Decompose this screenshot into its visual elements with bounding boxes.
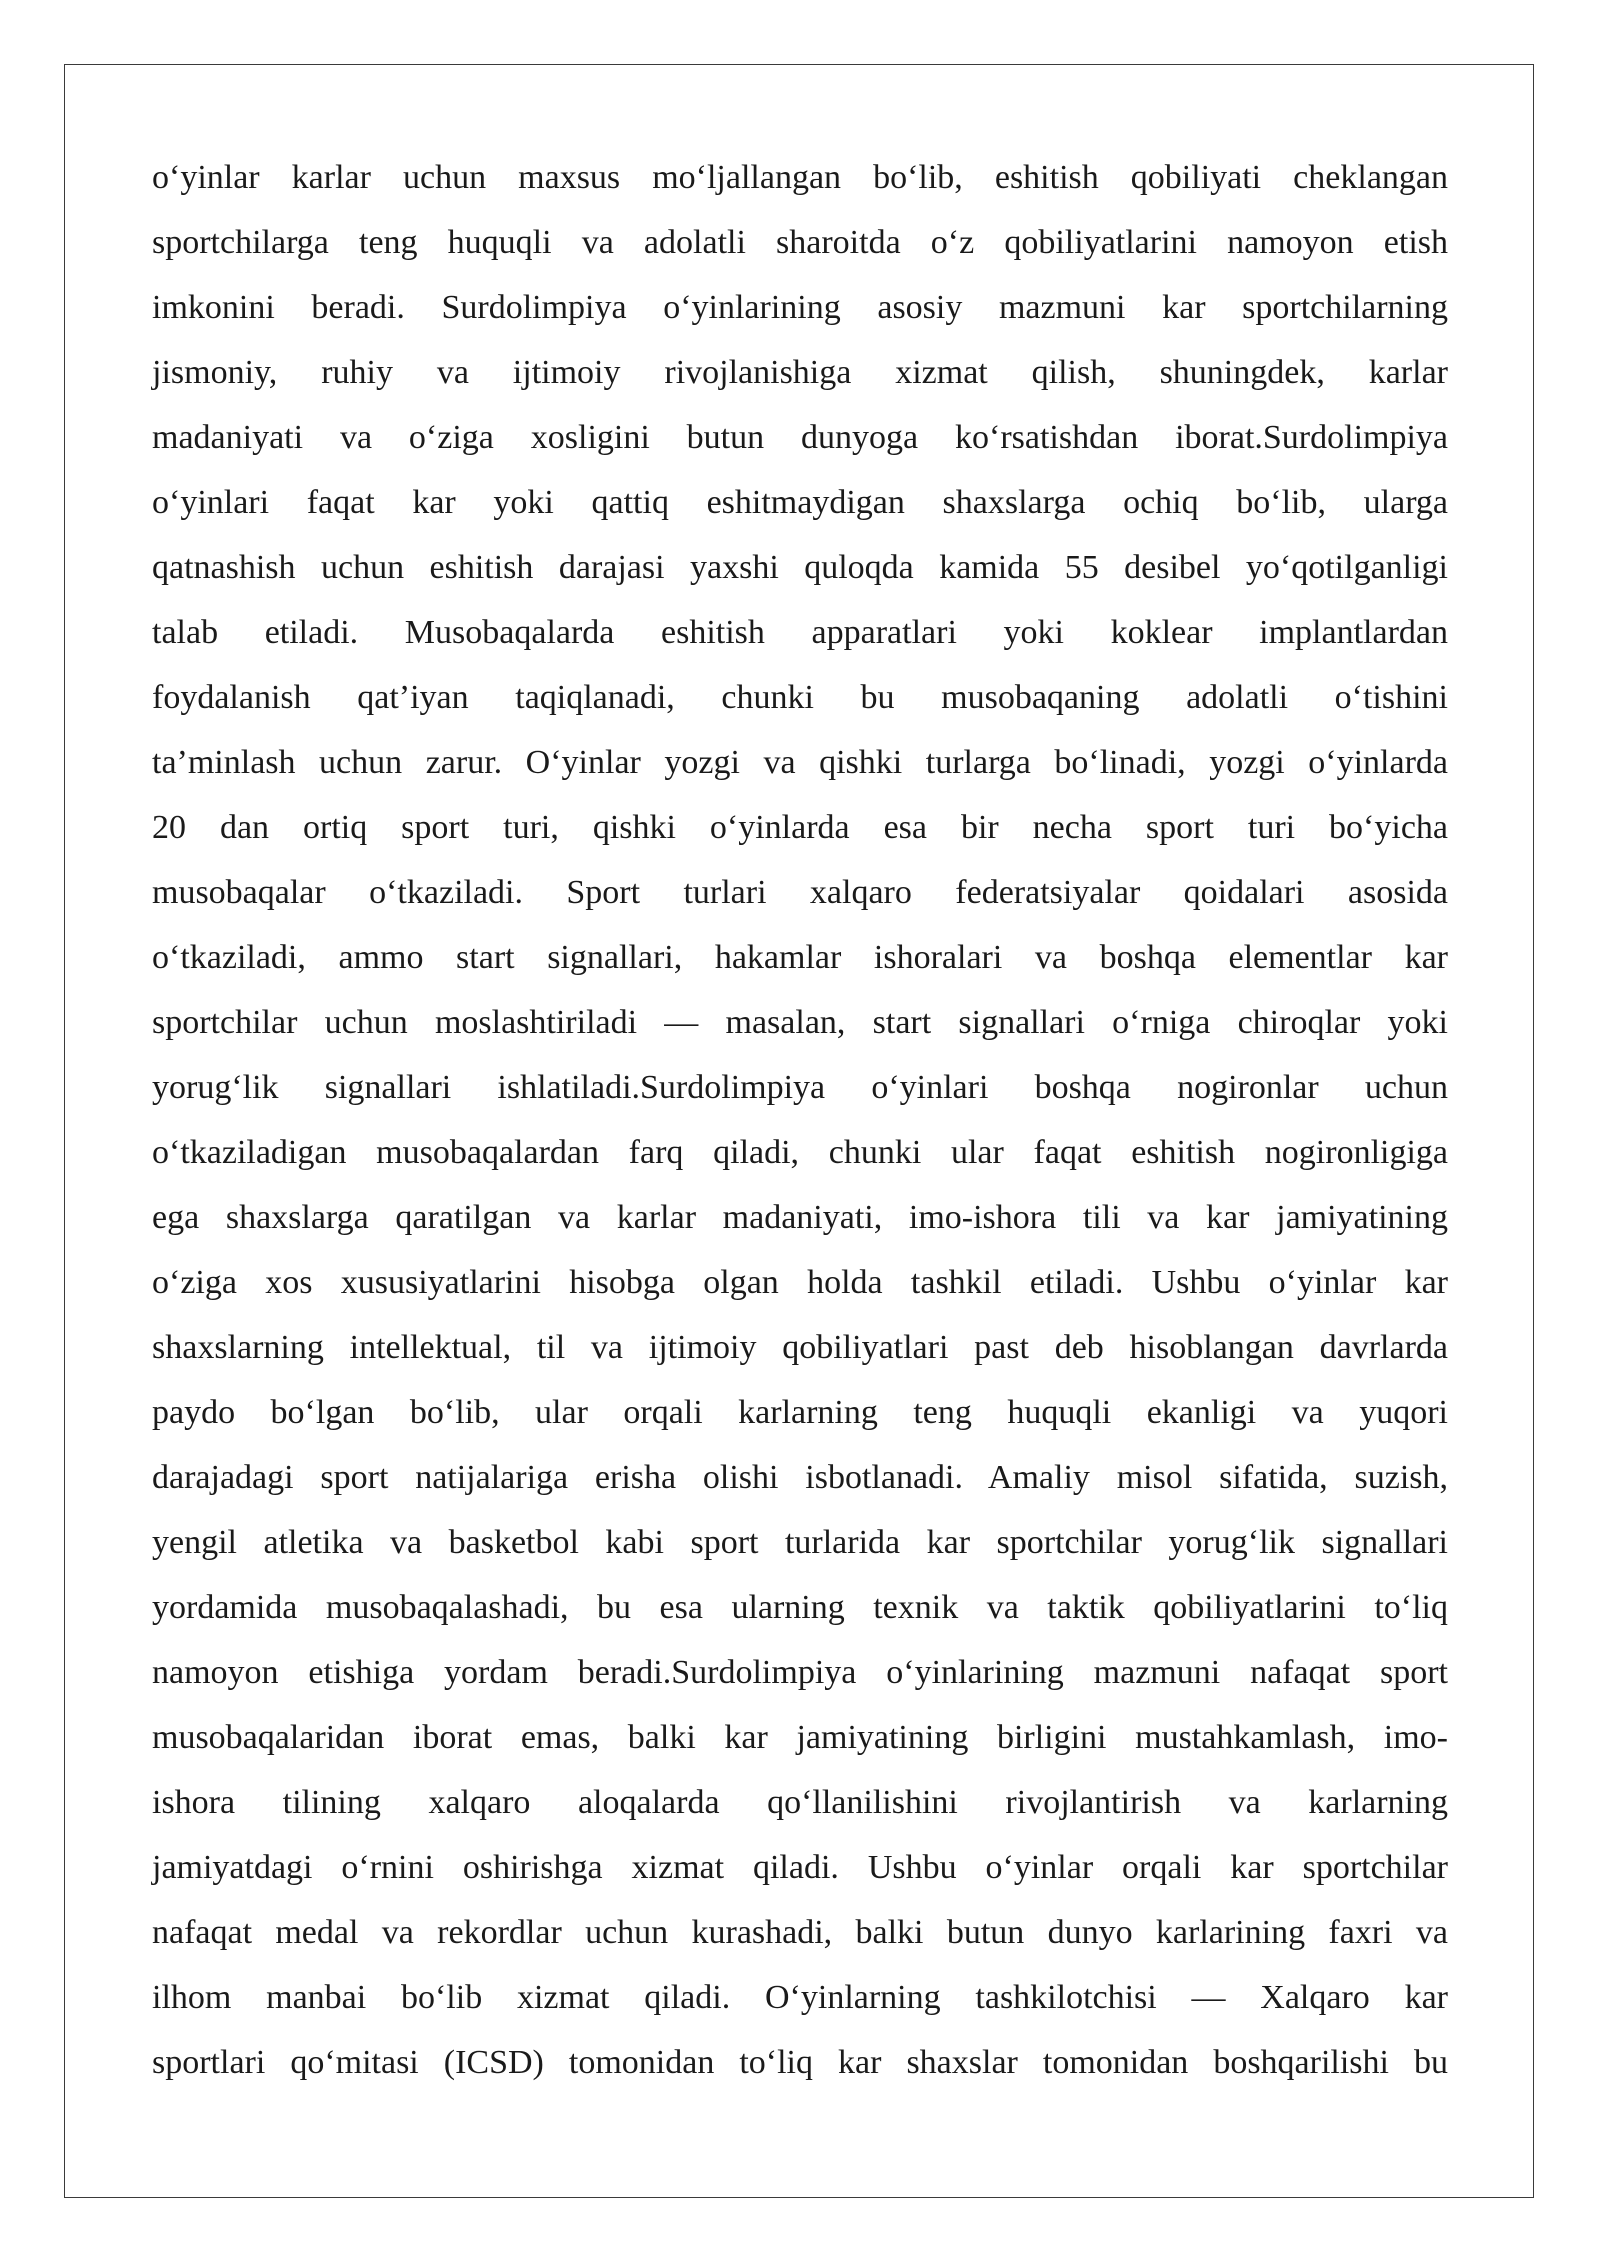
text-line-11: 20 dan ortiq sport turi, qishki o‘yinlarda esa bir necha sport turi bo‘yicha [152,809,1448,846]
text-line-27: jamiyatdagi o‘rnini oshirishga xizmat qiladi. Ushbu o‘yinlar orqali kar sportchilar [152,1849,1448,1886]
text-line-10: ta’minlash uchun zarur. O‘yinlar yozgi va qishki turlarga bo‘linadi, yozgi o‘yinlarda [152,744,1448,781]
text-line-22: yengil atletika va basketbol kabi sport turlarida kar sportchilar yorug‘lik signallari [152,1524,1448,1561]
text-line-24: namoyon etishiga yordam beradi.Surdolimpiya o‘yinlarining mazmuni nafaqat sport [152,1654,1448,1691]
body-paragraph [152,145,1448,2095]
text-line-26: ishora tilining xalqaro aloqalarda qo‘llanilishini rivojlantirish va karlarning [152,1784,1448,1821]
text-line-9: foydalanish qat’iyan taqiqlanadi, chunki bu musobaqaning adolatli o‘tishini [152,679,1448,716]
text-line-6: o‘yinlari faqat kar yoki qattiq eshitmaydigan shaxslarga ochiq bo‘lib, ularga [152,484,1448,521]
text-line-18: o‘ziga xos xususiyatlarini hisobga olgan holda tashkil etiladi. Ushbu o‘yinlar kar [152,1264,1448,1301]
text-line-28: nafaqat medal va rekordlar uchun kurashadi, balki butun dunyo karlarining faxri va [152,1914,1448,1951]
text-line-17: ega shaxslarga qaratilgan va karlar madaniyati, imo-ishora tili va kar jamiyatining [152,1199,1448,1236]
text-line-25: musobaqalaridan iborat emas, balki kar jamiyatining birligini mustahkamlash, imo- [152,1719,1448,1756]
text-line-15: yorug‘lik signallari ishlatiladi.Surdolimpiya o‘yinlari boshqa nogironlar uchun [152,1069,1448,1106]
text-line-2: sportchilarga teng huquqli va adolatli sharoitda o‘z qobiliyatlarini namoyon etish [152,224,1448,261]
text-line-19: shaxslarning intellektual, til va ijtimoiy qobiliyatlari past deb hisoblangan davrlarda [152,1329,1448,1366]
text-line-7: qatnashish uchun eshitish darajasi yaxshi quloqda kamida 55 desibel yo‘qotilganligi [152,549,1448,586]
text-line-1: o‘yinlar karlar uchun maxsus mo‘ljallangan bo‘lib, eshitish qobiliyati cheklangan [152,159,1448,196]
text-line-20: paydo bo‘lgan bo‘lib, ular orqali karlarning teng huquqli ekanligi va yuqori [152,1394,1448,1431]
text-line-30: sportlari qo‘mitasi (ICSD) tomonidan to‘liq kar shaxslar tomonidan boshqarilishi bu [152,2044,1448,2081]
text-line-29: ilhom manbai bo‘lib xizmat qiladi. O‘yinlarning tashkilotchisi — Xalqaro kar [152,1979,1448,2016]
text-line-3: imkonini beradi. Surdolimpiya o‘yinlarining asosiy mazmuni kar sportchilarning [152,289,1448,326]
text-line-12: musobaqalar o‘tkaziladi. Sport turlari xalqaro federatsiyalar qoidalari asosida [152,874,1448,911]
text-line-14: sportchilar uchun moslashtiriladi — masalan, start signallari o‘rniga chiroqlar yoki [152,1004,1448,1041]
text-line-21: darajadagi sport natijalariga erisha olishi isbotlanadi. Amaliy misol sifatida, suzish, [152,1459,1448,1496]
text-line-8: talab etiladi. Musobaqalarda eshitish apparatlari yoki koklear implantlardan [152,614,1448,651]
text-line-23: yordamida musobaqalashadi, bu esa ularning texnik va taktik qobiliyatlarini to‘liq [152,1589,1448,1626]
text-line-13: o‘tkaziladi, ammo start signallari, hakamlar ishoralari va boshqa elementlar kar [152,939,1448,976]
text-line-16: o‘tkaziladigan musobaqalardan farq qiladi, chunki ular faqat eshitish nogironligiga [152,1134,1448,1171]
text-line-5: madaniyati va o‘ziga xosligini butun dunyoga ko‘rsatishdan iborat.Surdolimpiya [152,419,1448,456]
text-line-4: jismoniy, ruhiy va ijtimoiy rivojlanishiga xizmat qilish, shuningdek, karlar [152,354,1448,391]
